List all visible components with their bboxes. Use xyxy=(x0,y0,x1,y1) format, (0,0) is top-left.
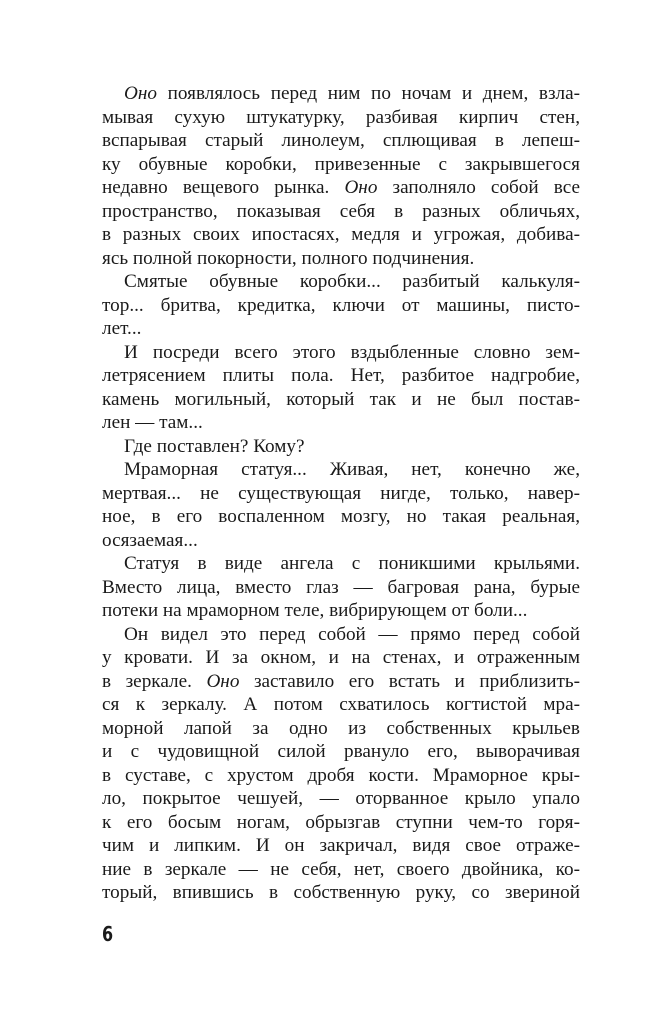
italic-word: Оно xyxy=(344,177,378,198)
text-line xyxy=(102,693,580,717)
text-line xyxy=(102,341,580,365)
text-segment: Он видел это перед собой — прямо перед собой xyxy=(124,623,580,645)
text-line xyxy=(102,881,580,905)
text-segment: у кровати. И за окном, и на стенах, и отраженным xyxy=(102,647,580,668)
text-line xyxy=(102,482,580,506)
text-line xyxy=(102,623,580,647)
text-segment: и с чудовищной силой рвануло его, выворачивая xyxy=(102,741,580,762)
text-segment: мертвая... не существующая нигде, только, навер- xyxy=(102,482,580,504)
text-line xyxy=(102,740,580,764)
text-segment: вспарывая старый линолеум, сплющивая в лепеш- xyxy=(102,130,580,151)
text-segment: к его босым ногам, обрызгав ступни чем-то горя- xyxy=(102,811,580,833)
text-segment: чим и липким. И он закричал, видя свое отраже- xyxy=(102,835,580,856)
text-segment: ние в зеркале — не себя, нет, своего двойника, ко- xyxy=(102,858,580,880)
text-segment: пространство, показывая себя в разных обличьях, xyxy=(102,200,580,222)
text-line xyxy=(102,411,580,435)
text-segment: ное, в его воспаленном мозгу, но такая реальная, xyxy=(102,506,580,527)
text-segment: заставило его встать и приблизить- xyxy=(239,670,580,692)
text-segment: Статуя в виде ангела с поникшими крыльями. xyxy=(124,553,580,574)
text-segment: в разных своих ипостасях, медля и угрожая, добива- xyxy=(102,224,580,245)
text-segment: ся к зеркалу. А потом схватилось когтистой мра- xyxy=(102,694,580,715)
text-line xyxy=(102,717,580,741)
text-line xyxy=(102,129,580,153)
text-line xyxy=(102,505,580,529)
text-line xyxy=(102,435,580,459)
text-line xyxy=(102,576,580,600)
text-line xyxy=(102,223,580,247)
text-line xyxy=(102,153,580,177)
text-segment: камень могильный, который так и не был постав- xyxy=(102,388,580,410)
text-segment: Где поставлен? Кому? xyxy=(124,435,305,457)
text-line xyxy=(102,294,580,318)
text-segment: летрясением плиты пола. Нет, разбитое надгробие, xyxy=(102,365,580,386)
text-segment: ло, покрытое чешуей, — оторванное крыло упало xyxy=(102,788,580,809)
text-line xyxy=(102,787,580,811)
text-line xyxy=(102,176,580,200)
text-line xyxy=(102,811,580,835)
text-segment: морной лапой за одно из собственных крыльев xyxy=(102,717,580,739)
text-line xyxy=(102,670,580,694)
text-segment: тор... бритва, кредитка, ключи от машины, писто- xyxy=(102,294,580,316)
text-segment: Вместо лица, вместо глаз — багровая рана, бурые xyxy=(102,576,580,598)
text-segment: лен — там... xyxy=(102,412,203,433)
text-line xyxy=(102,270,580,294)
text-line xyxy=(102,247,580,271)
text-segment: Смятые обувные коробки... разбитый калькуля- xyxy=(124,271,580,292)
text-segment: торый, впившись в собственную руку, со звериной xyxy=(102,882,580,903)
text-line xyxy=(102,552,580,576)
text-segment: появлялось перед ним по ночам и днем, взла- xyxy=(156,83,580,104)
text-segment: лет... xyxy=(102,318,142,339)
text-line xyxy=(102,388,580,412)
text-segment: мывая сухую штукатурку, разбивая кирпич стен, xyxy=(102,106,580,128)
page-number: 6 xyxy=(102,922,114,946)
text-segment: И посреди всего этого вздыбленные словно зем- xyxy=(124,341,580,363)
text-line xyxy=(102,858,580,882)
italic-word: Оно xyxy=(124,83,157,104)
page-text xyxy=(102,82,580,905)
text-segment: ясь полной покорности, полного подчинения. xyxy=(102,247,475,269)
text-line xyxy=(102,529,580,553)
text-line xyxy=(102,599,580,623)
text-segment: заполняло собой все xyxy=(377,177,580,198)
text-line xyxy=(102,364,580,388)
text-segment: в суставе, с хрустом дробя кости. Мраморное кры- xyxy=(102,764,580,786)
italic-word: Оно xyxy=(206,670,240,692)
text-line xyxy=(102,82,580,106)
text-segment: в зеркале. xyxy=(102,670,207,692)
text-segment: потеки на мраморном теле, вибрирующем от боли... xyxy=(102,600,528,621)
text-line xyxy=(102,458,580,482)
text-segment: Мраморная статуя... Живая, нет, конечно же, xyxy=(124,459,580,480)
text-line xyxy=(102,317,580,341)
text-line xyxy=(102,764,580,788)
text-segment: ку обувные коробки, привезенные с закрывшегося xyxy=(102,153,580,175)
text-line xyxy=(102,834,580,858)
text-line xyxy=(102,200,580,224)
text-segment: недавно вещевого рынка. xyxy=(102,177,345,198)
text-line xyxy=(102,106,580,130)
text-line xyxy=(102,646,580,670)
text-segment: осязаемая... xyxy=(102,529,198,551)
